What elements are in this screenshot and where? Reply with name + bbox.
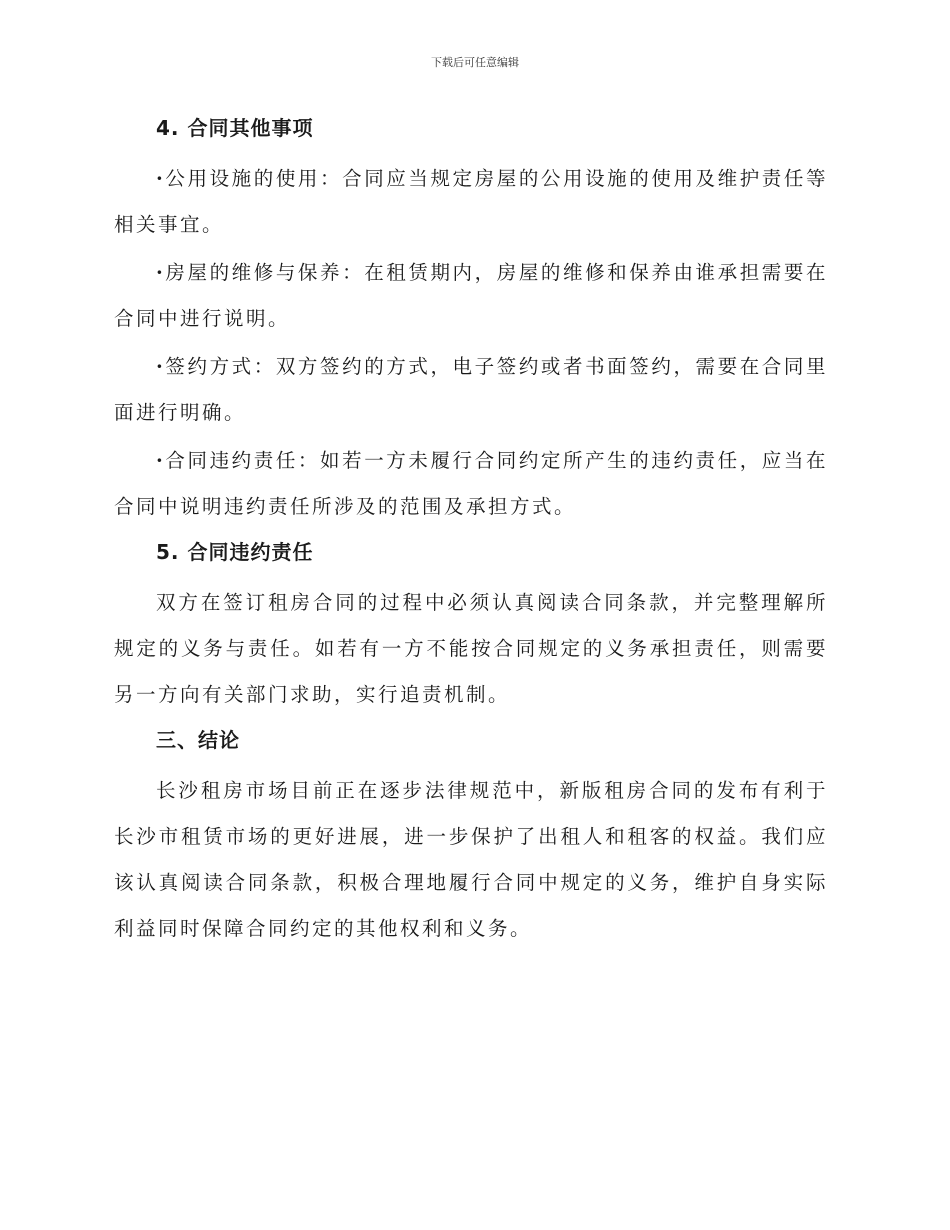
section-5-body: 双方在签订租房合同的过程中必须认真阅读合同条款，并完整理解所规定的义务与责任。如若有一方不能按合同规定的义务承担责任，则需要另一方向有关部门求助，实行追责机制。 bbox=[114, 591, 828, 706]
conclusion-heading: 三、结论 bbox=[156, 728, 240, 752]
bullet-text: 合同违约责任：如若一方未履行合同约定所产生的违约责任，应当在合同中说明违约责任所涉及的范围及承担方式。 bbox=[114, 449, 828, 518]
section-4-heading: 4. 合同其他事项 bbox=[156, 116, 314, 140]
page-header: 下载后可任意编辑 bbox=[431, 56, 519, 69]
section-5-heading: 5. 合同违约责任 bbox=[156, 540, 314, 564]
bullet-text: 房屋的维修与保养：在租赁期内，房屋的维修和保养由谁承担需要在合同中进行说明。 bbox=[114, 261, 828, 330]
bullet-icon: · bbox=[156, 449, 166, 472]
bullet-text: 签约方式：双方签约的方式，电子签约或者书面签约，需要在合同里面进行明确。 bbox=[114, 355, 828, 424]
bullet-icon: · bbox=[156, 355, 166, 378]
bullet-item-maintenance bbox=[114, 250, 828, 342]
conclusion-body: 长沙租房市场目前正在逐步法律规范中，新版租房合同的发布有利于长沙市租赁市场的更好进展，进一步保护了出租人和租客的权益。我们应该认真阅读合同条款，积极合理地履行合同中规定的义务，维护自身实际利益同时保障合同约定的其他权利和义务。 bbox=[114, 779, 828, 940]
bullet-icon: · bbox=[156, 167, 166, 190]
bullet-icon: · bbox=[156, 261, 166, 284]
bullet-item-public-facilities bbox=[114, 156, 828, 248]
bullet-text: 公用设施的使用：合同应当规定房屋的公用设施的使用及维护责任等相关事宜。 bbox=[114, 167, 828, 236]
bullet-item-signing-method bbox=[114, 344, 828, 436]
bullet-item-breach-liability bbox=[114, 438, 828, 530]
document-content bbox=[114, 108, 828, 954]
